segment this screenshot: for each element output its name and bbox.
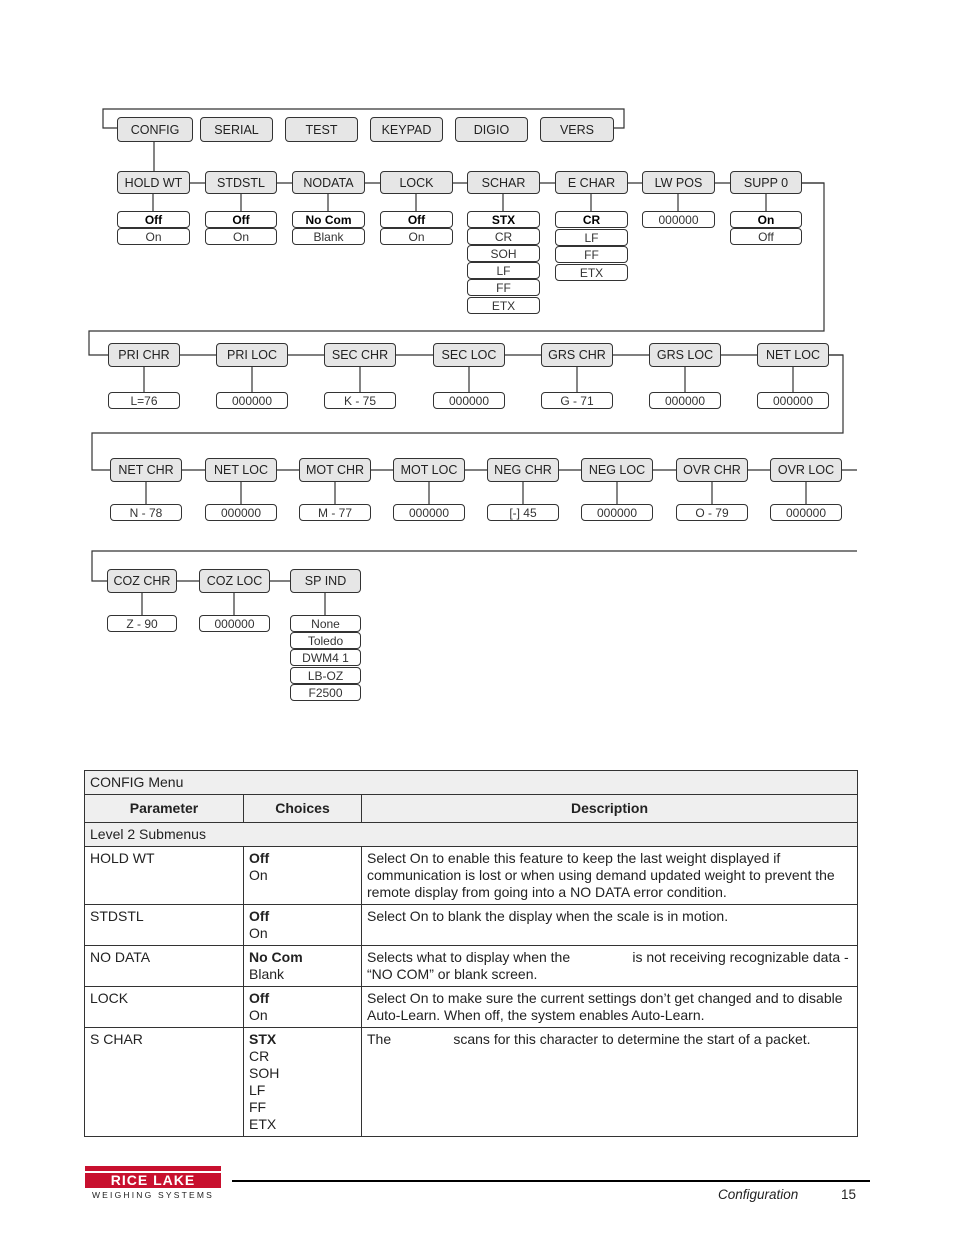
option-value[interactable]: 000000 <box>393 504 465 521</box>
choice: CR <box>249 1048 270 1064</box>
menu-hold-wt[interactable]: HOLD WT <box>117 171 190 194</box>
option-value[interactable]: Off <box>205 211 277 228</box>
header-parameter: Parameter <box>85 795 244 823</box>
config-menu-table <box>84 770 858 1137</box>
menu-sp-ind[interactable]: SP IND <box>290 569 361 593</box>
option-value[interactable]: Toledo <box>290 632 361 649</box>
param-cell: LOCK <box>85 987 244 1028</box>
table-row <box>85 1028 858 1137</box>
choices-cell <box>244 905 362 946</box>
option-value[interactable]: On <box>205 228 277 245</box>
tab-digio[interactable]: DIGIO <box>455 117 528 142</box>
option-value[interactable]: Off <box>380 211 453 228</box>
option-value[interactable]: F2500 <box>290 684 361 701</box>
menu-pri-loc[interactable]: PRI LOC <box>216 343 288 367</box>
header-choices: Choices <box>244 795 362 823</box>
table-row <box>85 987 858 1028</box>
option-value[interactable]: No Com <box>292 211 365 228</box>
option-value[interactable]: 000000 <box>216 392 288 409</box>
option-value[interactable]: ETX <box>555 264 628 281</box>
tab-config[interactable]: CONFIG <box>117 117 193 142</box>
option-value[interactable]: FF <box>467 279 540 296</box>
menu-schar[interactable]: SCHAR <box>467 171 540 194</box>
option-value[interactable]: M - 77 <box>299 504 371 521</box>
option-value[interactable]: L=76 <box>108 392 180 409</box>
svg-text:RICE LAKE: RICE LAKE <box>110 1172 196 1188</box>
menu-net-loc-2[interactable]: NET LOC <box>205 458 277 482</box>
menu-coz-loc[interactable]: COZ LOC <box>199 569 270 593</box>
menu-lock[interactable]: LOCK <box>380 171 453 194</box>
option-value[interactable]: 000000 <box>642 211 715 228</box>
menu-coz-chr[interactable]: COZ CHR <box>107 569 177 593</box>
option-value[interactable]: LF <box>555 229 628 246</box>
choice: On <box>249 925 268 941</box>
menu-echar[interactable]: E CHAR <box>555 171 628 194</box>
tab-test[interactable]: TEST <box>285 117 358 142</box>
menu-ovr-loc[interactable]: OVR LOC <box>770 458 842 482</box>
menu-mot-chr[interactable]: MOT CHR <box>299 458 371 482</box>
choices-cell <box>244 1028 362 1137</box>
footer-section-name: Configuration <box>718 1187 799 1202</box>
menu-neg-chr[interactable]: NEG CHR <box>487 458 559 482</box>
table-row <box>85 946 858 987</box>
option-value[interactable]: Z - 90 <box>107 615 177 632</box>
option-value[interactable]: O - 79 <box>676 504 748 521</box>
description-cell: The scans for this character to determine the start of a packet. <box>362 1028 858 1137</box>
param-cell: NO DATA <box>85 946 244 987</box>
page-number: 15 <box>841 1187 857 1202</box>
description-cell: Select On to enable this feature to keep the last weight displayed if communication is lost or when using demand updated weight to prevent the remote display from going into a NO DATA error condition. <box>362 847 858 905</box>
option-value[interactable]: FF <box>555 246 628 263</box>
option-value[interactable]: G - 71 <box>541 392 613 409</box>
menu-lw-pos[interactable]: LW POS <box>642 171 715 194</box>
option-value[interactable]: 000000 <box>770 504 842 521</box>
choice-default: Off <box>249 990 270 1006</box>
description-cell: Select On to make sure the current settings don’t get changed and to disable Auto-Learn. When off, the system enables Auto-Learn. <box>362 987 858 1028</box>
table-title: CONFIG Menu <box>85 771 858 795</box>
option-value[interactable]: Off <box>730 228 802 245</box>
choice: On <box>249 1007 268 1023</box>
option-value[interactable]: 000000 <box>205 504 277 521</box>
choice: ETX <box>249 1116 277 1132</box>
option-value[interactable]: CR <box>467 228 540 245</box>
description-cell: Selects what to display when the is not receiving recognizable data - “NO COM” or blank screen. <box>362 946 858 987</box>
choices-cell <box>244 987 362 1028</box>
option-value[interactable]: On <box>117 228 190 245</box>
tab-keypad[interactable]: KEYPAD <box>370 117 443 142</box>
option-value[interactable]: 000000 <box>199 615 270 632</box>
menu-sec-loc[interactable]: SEC LOC <box>433 343 505 367</box>
tab-vers[interactable]: VERS <box>540 117 614 142</box>
table-row <box>85 905 858 946</box>
option-value[interactable]: STX <box>467 211 540 228</box>
option-value[interactable]: Blank <box>292 228 365 245</box>
param-cell: S CHAR <box>85 1028 244 1137</box>
menu-sec-chr[interactable]: SEC CHR <box>324 343 396 367</box>
menu-grs-chr[interactable]: GRS CHR <box>541 343 613 367</box>
option-value[interactable]: DWM4 1 <box>290 649 361 666</box>
table-row <box>85 847 858 905</box>
option-value[interactable]: [-] 45 <box>487 504 559 521</box>
choice: Blank <box>249 966 285 982</box>
footer-rule <box>232 1180 870 1182</box>
option-value[interactable]: On <box>380 228 453 245</box>
rice-lake-logo <box>85 1166 225 1205</box>
menu-net-loc[interactable]: NET LOC <box>757 343 829 367</box>
option-value[interactable]: 000000 <box>757 392 829 409</box>
choice-default: No Com <box>249 949 303 965</box>
option-value[interactable]: On <box>730 211 802 228</box>
menu-grs-loc[interactable]: GRS LOC <box>649 343 721 367</box>
menu-ovr-chr[interactable]: OVR CHR <box>676 458 748 482</box>
table-section: Level 2 Submenus <box>85 823 858 847</box>
option-value[interactable]: LF <box>467 262 540 279</box>
option-value[interactable]: CR <box>555 211 628 228</box>
option-value[interactable]: K - 75 <box>324 392 396 409</box>
menu-mot-loc[interactable]: MOT LOC <box>393 458 465 482</box>
option-value[interactable]: N - 78 <box>110 504 182 521</box>
choice: FF <box>249 1099 267 1115</box>
choice: SOH <box>249 1065 280 1081</box>
choices-cell <box>244 847 362 905</box>
option-value[interactable]: 000000 <box>433 392 505 409</box>
tab-serial[interactable]: SERIAL <box>200 117 273 142</box>
option-value[interactable]: 000000 <box>581 504 653 521</box>
option-value[interactable]: None <box>290 615 361 632</box>
menu-supp0[interactable]: SUPP 0 <box>730 171 802 194</box>
choice: LF <box>249 1082 266 1098</box>
menu-nodata[interactable]: NODATA <box>292 171 365 194</box>
svg-text:WEIGHING SYSTEMS: WEIGHING SYSTEMS <box>91 1190 215 1200</box>
header-description: Description <box>362 795 858 823</box>
choice-default: Off <box>249 850 270 866</box>
option-value[interactable]: Off <box>117 211 190 228</box>
option-value[interactable]: LB-OZ <box>290 667 361 684</box>
choice: On <box>249 867 268 883</box>
choice-default: STX <box>249 1031 277 1047</box>
param-cell: HOLD WT <box>85 847 244 905</box>
option-value[interactable]: ETX <box>467 297 540 314</box>
description-cell: Select On to blank the display when the scale is in motion. <box>362 905 858 946</box>
menu-pri-chr[interactable]: PRI CHR <box>108 343 180 367</box>
choices-cell <box>244 946 362 987</box>
param-cell: STDSTL <box>85 905 244 946</box>
menu-stdstl[interactable]: STDSTL <box>205 171 277 194</box>
choice-default: Off <box>249 908 270 924</box>
option-value[interactable]: SOH <box>467 245 540 262</box>
option-value[interactable]: 000000 <box>649 392 721 409</box>
menu-neg-loc[interactable]: NEG LOC <box>581 458 653 482</box>
menu-net-chr[interactable]: NET CHR <box>110 458 182 482</box>
